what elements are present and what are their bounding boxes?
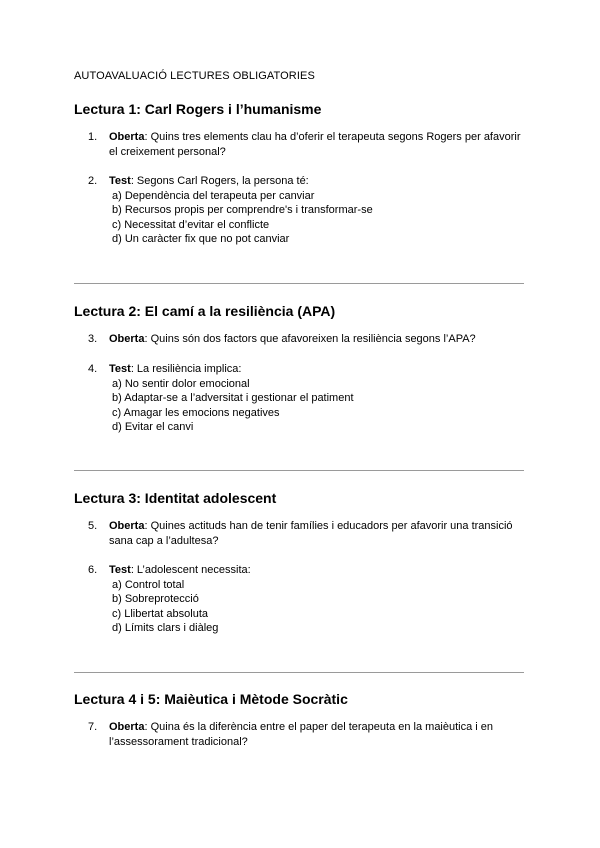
answer-option: a) Control total (112, 578, 185, 591)
section-heading: Lectura 2: El camí a la resiliència (APA) (74, 303, 336, 319)
question-text: : Quins tres elements clau ha d’oferir el terapeuta segons Rogers per afavorir el creixement personal? (109, 131, 521, 158)
answer-options (109, 189, 529, 247)
question-type: Oberta (109, 721, 145, 733)
section-heading: Lectura 1: Carl Rogers i l’humanisme (74, 101, 322, 117)
answer-option: d) Un caràcter fix que no pot canviar (112, 233, 290, 245)
answer-option: b) Sobreprotecció (112, 593, 199, 605)
answer-option: b) Adaptar-se a l’adversitat i gestionar el patiment (112, 392, 354, 404)
answer-options (109, 578, 529, 636)
question-number: 4. (88, 363, 98, 375)
question-text: : Quins són dos factors que afavoreixen la resiliència segons l’APA? (144, 333, 476, 345)
section-heading: Lectura 3: Identitat adolescent (74, 490, 277, 506)
answer-option: a) No sentir dolor emocional (112, 377, 250, 390)
question-type: Oberta (109, 333, 145, 345)
question-text: : Quina és la diferència entre el paper del terapeuta en la maièutica i en l’assessorament tradicional? (109, 721, 494, 748)
question-number: 7. (88, 721, 98, 733)
question-text: : L’adolescent necessita: (130, 564, 251, 576)
question-type: Test (109, 175, 131, 187)
question-number: 6. (88, 564, 98, 576)
answer-option: c) Llibertat absoluta (112, 607, 208, 620)
answer-option: c) Necessitat d’evitar el conflicte (112, 218, 270, 231)
section-heading: Lectura 4 i 5: Maièutica i Mètode Socràtic (74, 691, 348, 707)
document-title: AUTOAVALUACIÓ LECTURES OBLIGATORIES (74, 70, 315, 82)
answer-option: b) Recursos propis per comprendre's i transformar-se (112, 204, 373, 216)
question-number: 1. (88, 131, 98, 143)
question-text: : Quines actituds han de tenir famílies i educadors per afavorir una transició sana cap a l’adultesa? (109, 520, 513, 547)
question-text: : Segons Carl Rogers, la persona té: (130, 175, 309, 187)
answer-option: d) Evitar el canvi (112, 421, 194, 433)
question-number: 5. (88, 520, 98, 532)
answer-option: c) Amagar les emocions negatives (112, 406, 280, 419)
answer-option: d) Límits clars i diàleg (112, 622, 219, 634)
question-number: 3. (88, 333, 98, 345)
section-divider (74, 283, 524, 284)
question-number: 2. (88, 175, 98, 187)
section-divider (74, 672, 524, 673)
question-type: Oberta (109, 131, 145, 143)
question-type: Oberta (109, 520, 145, 532)
question-text: : La resiliència implica: (130, 363, 242, 375)
answer-option: a) Dependència del terapeuta per canviar (112, 189, 315, 202)
question-type: Test (109, 363, 131, 375)
section-divider (74, 470, 524, 471)
question-type: Test (109, 564, 131, 576)
answer-options (109, 377, 529, 435)
